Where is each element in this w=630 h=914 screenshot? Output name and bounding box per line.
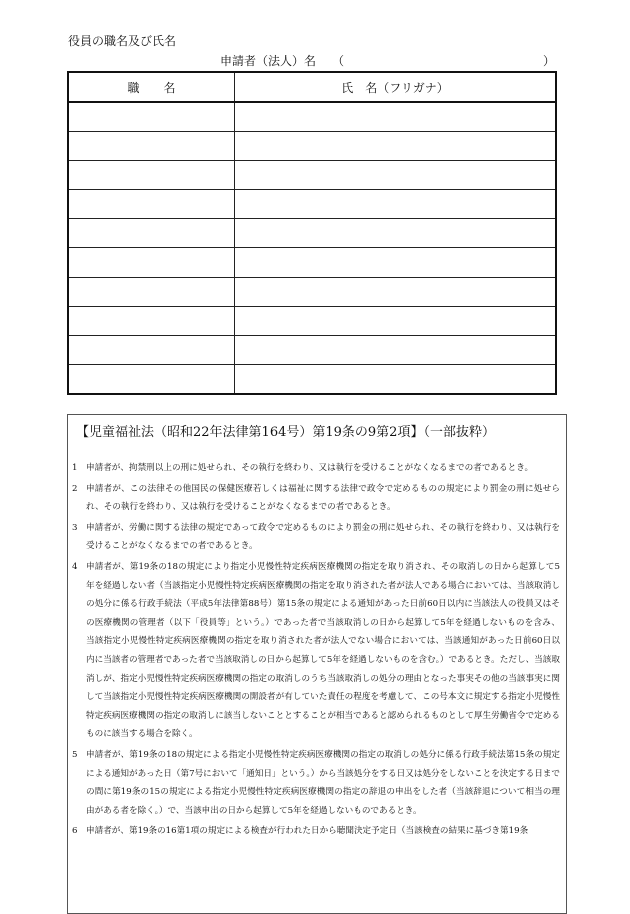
table-row [68,161,556,190]
position-cell [68,306,235,335]
law-excerpt-box [67,414,567,914]
item-text: 申請者が、第19条の18の規定により指定小児慢性特定疾病医療機関の指定を取り消され、その取消しの日から起算して5年を経過しない者（当該指定小児慢性特定疾病医療機関の指定を取り消された者が法人である場合においては、当該取消しの処分に係る行政手続法（平成5年法律第88号）第15条の規定による通知があった日前60日以内に当該法人の役員又はその医療機関の管理者（以下「役員等」という。）であった者で当該取消しの日から起算して5年を経過しないものを含み、当該指定小児慢性特定疾病医療機関の指定を取り消された者が法人でない場合においては、当該通知があった日前60日以内に当該者の管理者であった者で当該取消しの日から起算して5年を経過しないものを含む。）であるとき。ただし、当該取消しが、指定小児慢性特定疾病医療機関の指定の取消しのうち当該取消しの処分の理由となった事実その他の当該事実に関して当該指定小児慢性特定疾病医療機関の開設者が有していた責任の程度を考慮して、この号本文に規定する指定小児慢性特定疾病医療機関の指定の取消しに該当しないこととすることが相当であると認められるものとして厚生労働省令で定めるものに該当する場合を除く。 [86,561,560,740]
table-row [68,190,556,219]
applicant-paren-close: ） [542,54,555,68]
table-row [68,102,556,132]
table-row [68,306,556,335]
position-cell [68,132,235,161]
item-text: 申請者が、第19条の16第1項の規定による検査が行われた日から聴聞決定予定日（当該検査の結果に基づき第19条 [86,826,529,837]
applicant-name-line [220,52,555,69]
applicant-label: 申請者（法人）名 [220,54,317,68]
name-cell [235,364,557,394]
name-cell [235,248,557,277]
name-cell [235,219,557,248]
position-cell [68,161,235,190]
name-cell [235,190,557,219]
name-cell [235,335,557,364]
document-heading: 役員の職名及び氏名 [68,34,177,48]
position-cell [68,277,235,306]
item-number: 6 [72,826,78,837]
list-item [72,519,560,556]
table-row [68,277,556,306]
position-cell [68,219,235,248]
officers-table [67,71,557,395]
header-name-furigana: 氏 名（フリガナ） [235,72,557,102]
applicant-paren-open: （ [332,54,345,68]
item-number: 4 [72,561,78,572]
list-item [72,480,560,517]
position-cell [68,364,235,394]
item-text: 申請者が、労働に関する法律の規定であって政令で定めるものにより罰金の刑に処せられ、その執行を終わり、又は執行を受けることがなくなるまでの者であるとき。 [86,522,560,552]
item-number: 2 [72,483,78,494]
position-cell [68,190,235,219]
name-cell [235,161,557,190]
table-header-row [68,72,556,102]
position-cell [68,248,235,277]
item-text: 申請者が、第19条の18の規定による指定小児慢性特定疾病医療機関の指定の取消しの処分に係る行政手続法第15条の規定による通知があった日（第7号において「通知日」という。）から当該処分をする日又は処分をしないことを決定する日までの間に第19条の15の規定による指定小児慢性特定疾病医療機関の指定の辞退の申出をした者（当該辞退について相当の理由がある者を除く。）で、当該申出の日から起算して5年を経過しないものであるとき。 [86,749,560,816]
table-row [68,132,556,161]
law-excerpt-title: 【児童福祉法（昭和22年法律第164号）第19条の9第2項】（一部抜粋） [76,425,495,440]
name-cell [235,102,557,132]
table-row [68,248,556,277]
list-item [72,558,560,744]
item-text: 申請者が、この法律その他国民の保健医療若しくは福祉に関する法律で政令で定めるものの規定により罰金の刑に処せられ、その執行を終わり、又は執行を受けることがなくなるまでの者であるとき。 [86,483,560,513]
item-number: 1 [72,463,78,473]
list-item [72,822,560,841]
item-number: 3 [72,522,78,533]
list-item [72,459,560,478]
position-cell [68,335,235,364]
header-position: 職 名 [68,72,235,102]
item-text: 申請者が、拘禁刑以上の刑に処せられ、その執行を終わり、又は執行を受けることがなくなるまでの者であるとき。 [86,463,534,473]
law-item-list [72,459,560,843]
list-item [72,746,560,820]
name-cell [235,277,557,306]
item-number: 5 [72,749,78,760]
table-row [68,335,556,364]
table-row [68,219,556,248]
table-row [68,364,556,394]
name-cell [235,132,557,161]
position-cell [68,102,235,132]
name-cell [235,306,557,335]
